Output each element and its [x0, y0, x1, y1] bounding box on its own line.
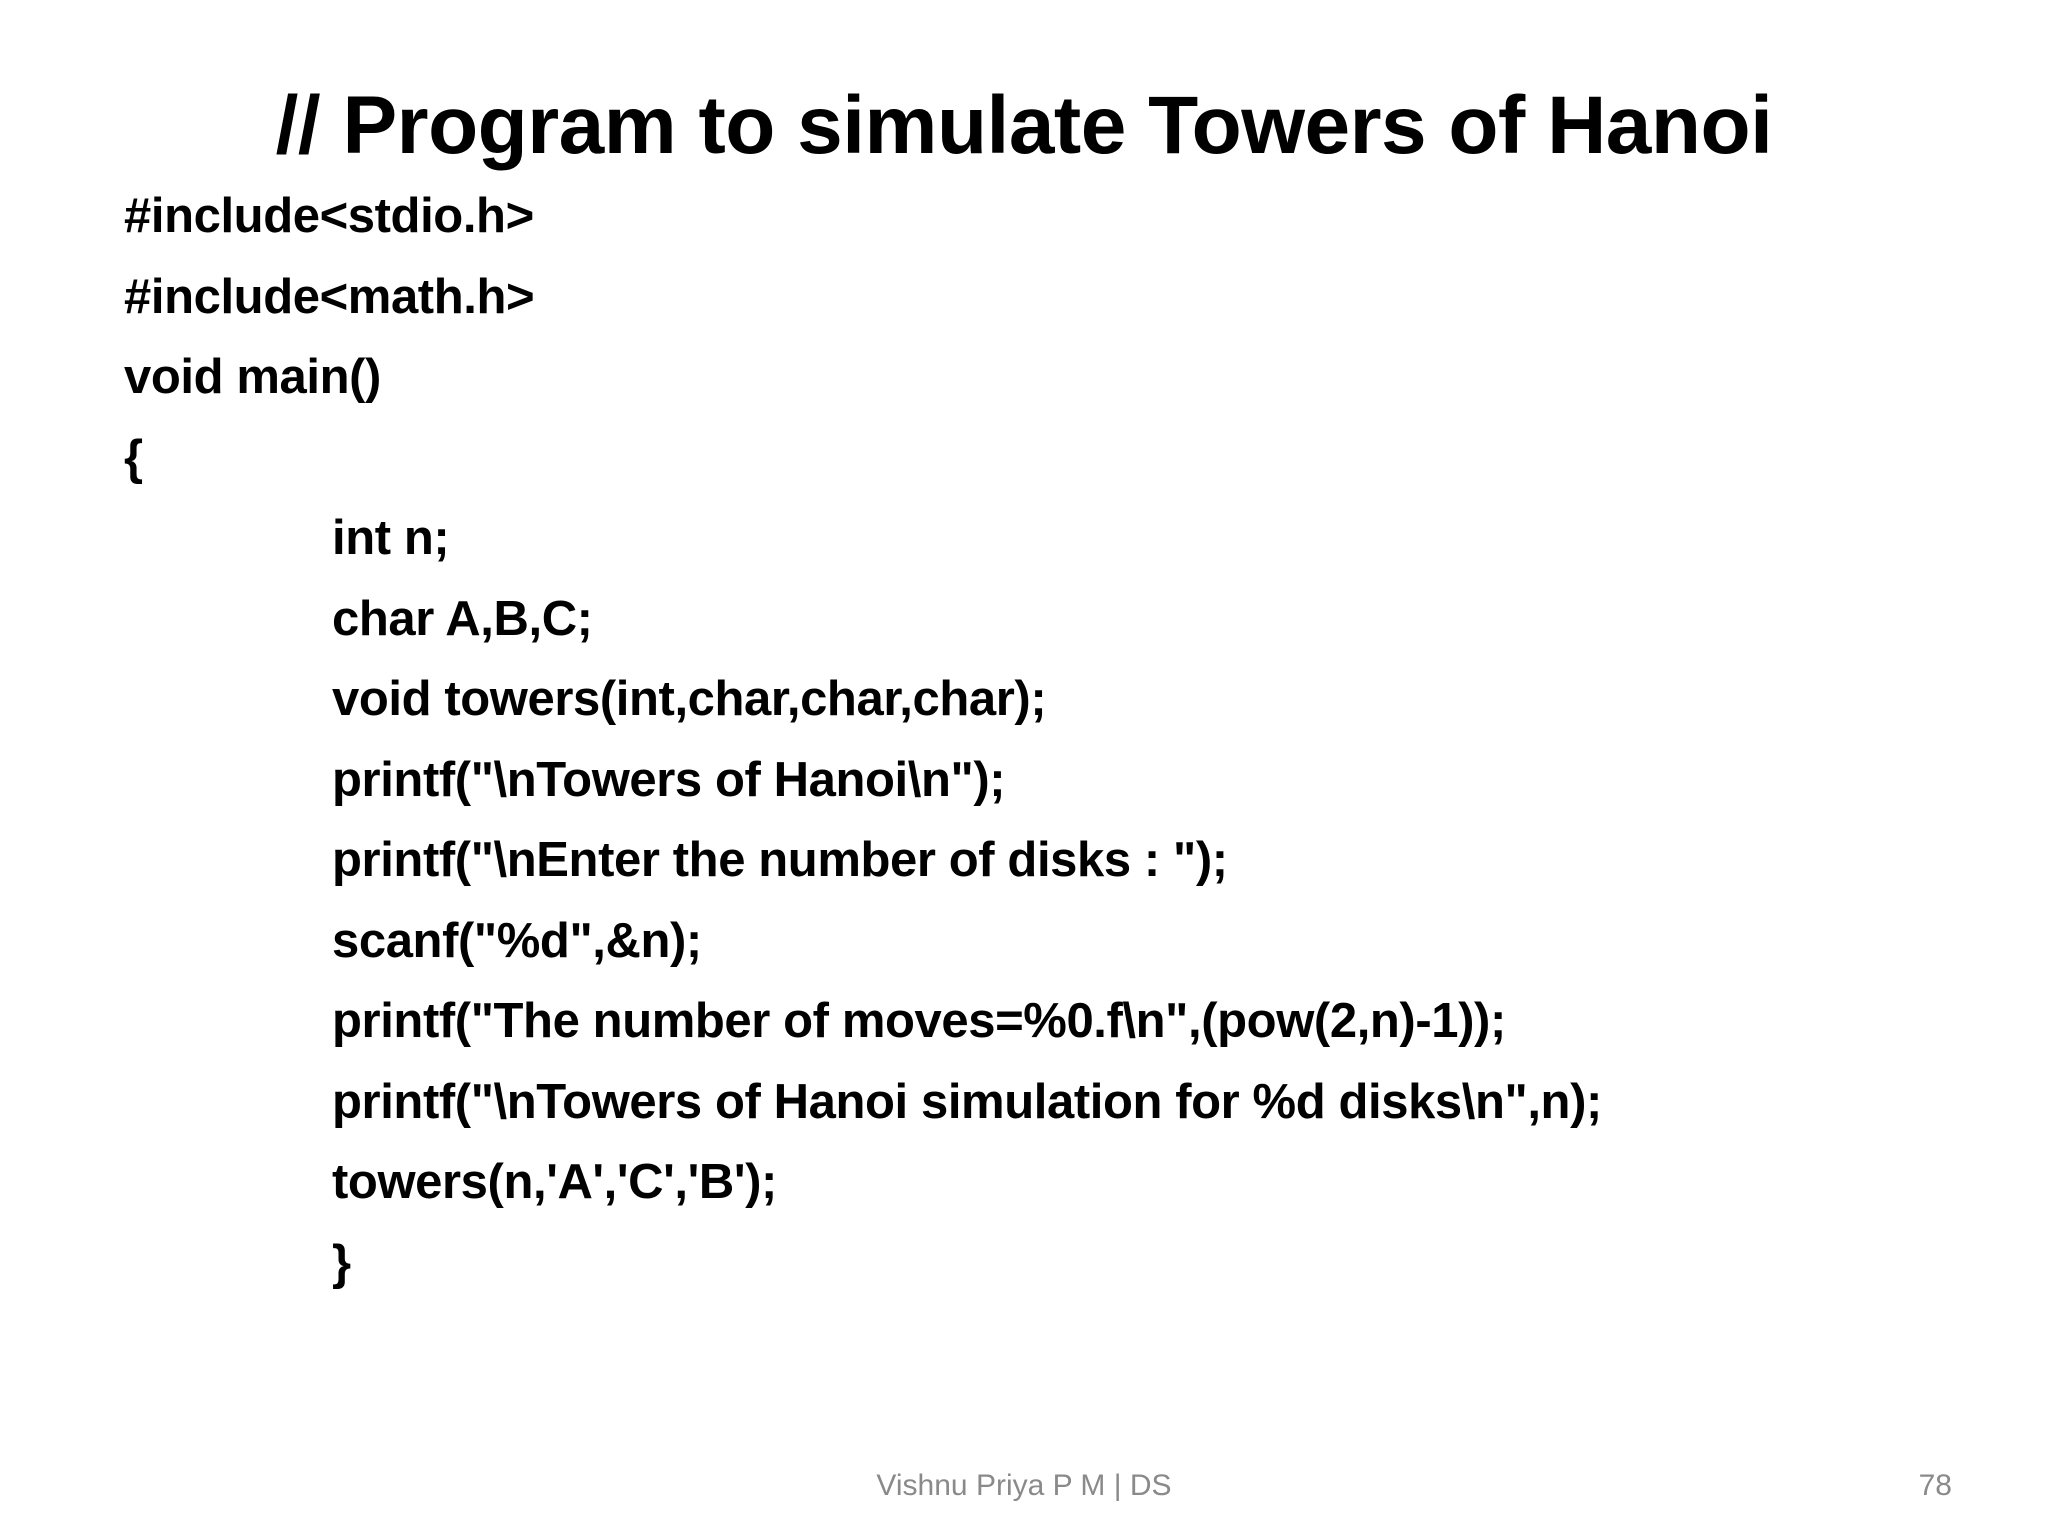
footer-author: Vishnu Priya P M | DS [876, 1469, 1172, 1502]
code-line: #include<stdio.h> [124, 189, 534, 243]
code-line: printf("The number of moves=%0.f\n",(pow(2,n)-1)); [332, 994, 1506, 1048]
code-line: printf("\nEnter the number of disks : "); [332, 833, 1228, 887]
code-line: void towers(int,char,char,char); [332, 672, 1047, 726]
code-line: scanf("%d",&n); [332, 914, 702, 968]
code-line: towers(n,'A','C','B'); [332, 1155, 777, 1209]
code-line: } [332, 1236, 351, 1290]
page-number: 78 [1918, 1469, 1952, 1502]
code-line: { [124, 431, 143, 485]
code-line: void main() [124, 350, 381, 404]
code-line: #include<math.h> [124, 270, 535, 324]
code-line: printf("\nTowers of Hanoi simulation for %d disks\n",n); [332, 1075, 1602, 1129]
code-line: int n; [332, 511, 450, 565]
code-line: printf("\nTowers of Hanoi\n"); [332, 753, 1006, 807]
code-line: char A,B,C; [332, 592, 593, 646]
slide-title: // Program to simulate Towers of Hanoi [275, 80, 1773, 171]
